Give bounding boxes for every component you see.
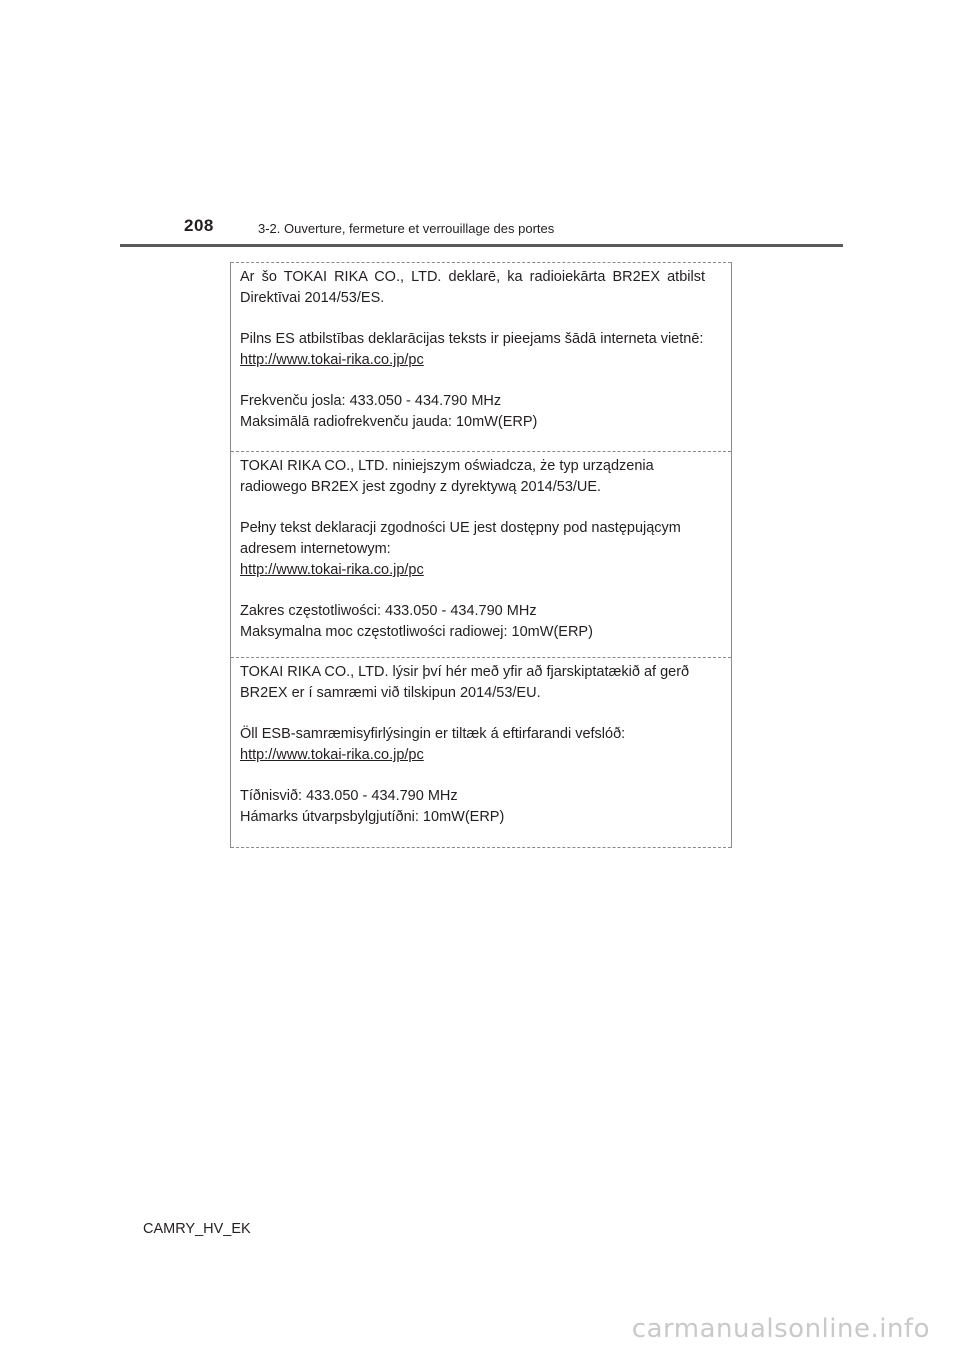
declaration-full-text-intro: Öll ESB-samræmisyfirlýsingin er tiltæk á eftirfarandi vefslóð: http://www.tokai-rika.co.jp/pc: [240, 724, 705, 766]
header-rule: [120, 244, 843, 247]
declaration-url-link[interactable]: http://www.tokai-rika.co.jp/pc: [240, 352, 424, 368]
declaration-power: Maksymalna moc częstotliwości radiowej: 10mW(ERP): [240, 624, 593, 640]
footer-model-code: CAMRY_HV_EK: [143, 1221, 251, 1237]
section-title: 3-2. Ouverture, fermeture et verrouillage des portes: [258, 221, 555, 236]
declaration-full-text-intro: Pełny tekst deklaracji zgodności UE jest dostępny pod następującym adresem internetowym: http://www.tokai-rika.co.jp/pc: [240, 518, 705, 581]
declaration-statement: TOKAI RIKA CO., LTD. niniejszym oświadcza, że typ urządzenia radiowego BR2EX jest zgodny z dyrektywą 2014/53/UE.: [240, 458, 654, 495]
declaration-power: Maksimālā radiofrekvenču jauda: 10mW(ERP): [240, 414, 538, 430]
declaration-polish: [231, 452, 731, 658]
declaration-frequency: Frekvenču josla: 433.050 - 434.790 MHz: [240, 393, 502, 409]
declaration-statement: TOKAI RIKA CO., LTD. lýsir því hér með yfir að fjarskiptatækið af gerð BR2EX er í samræmi við tilskipun 2014/53/EU.: [240, 664, 690, 701]
declaration-statement: Ar šo TOKAI RIKA CO., LTD. deklarē, ka radioiekārta BR2EX atbilst Direktīvai 2014/53/ES.: [240, 269, 705, 306]
watermark: carmanualsonline.info: [631, 1314, 930, 1344]
declaration-specs: [240, 391, 705, 433]
declaration-frequency: Zakres częstotliwości: 433.050 - 434.790 MHz: [240, 603, 537, 619]
declaration-specs: [240, 601, 705, 643]
declaration-url-link[interactable]: http://www.tokai-rika.co.jp/pc: [240, 562, 424, 578]
declaration-specs: [240, 786, 705, 828]
declaration-full-text-intro: Pilns ES atbilstības deklarācijas teksts ir pieejams šādā interneta vietnē: http://www.tokai-rika.co.jp/pc: [240, 329, 705, 371]
declaration-icelandic: [231, 658, 731, 848]
declaration-latvian: [231, 262, 731, 452]
declaration-power: Hámarks útvarpsbylgjutíðni: 10mW(ERP): [240, 809, 505, 825]
page-number: 208: [184, 216, 214, 235]
declaration-frequency: Tíðnisvið: 433.050 - 434.790 MHz: [240, 788, 458, 804]
declaration-url-link[interactable]: http://www.tokai-rika.co.jp/pc: [240, 747, 424, 763]
declarations-box: [230, 262, 732, 848]
